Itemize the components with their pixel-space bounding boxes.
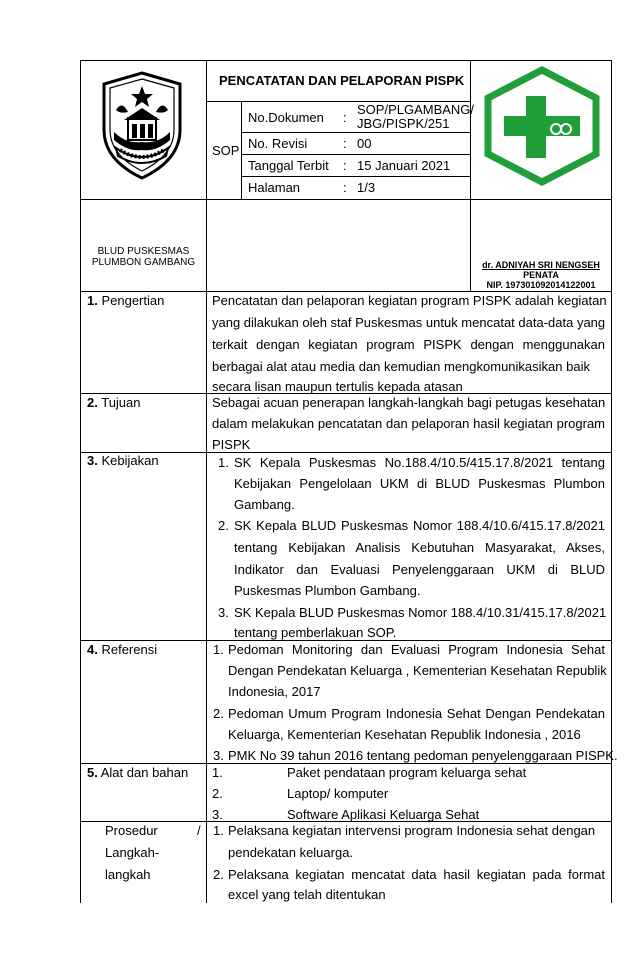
list-item-line: Pedoman Monitoring dan Evaluasi Program Indonesia Sehat	[228, 642, 605, 657]
meta-rule	[241, 176, 470, 177]
logo-column-divider	[470, 60, 471, 291]
section-number: 3. Kebijakan	[87, 453, 159, 468]
meta-separator: :	[343, 158, 347, 173]
list-item-line: pendekatan keluarga.	[228, 845, 354, 860]
list-item-line: SK Kepala BLUD Puskesmas Nomor 188.4/10.31/415.17.8/2021	[234, 605, 607, 620]
list-item-line: SK Kepala BLUD Puskesmas Nomor 188.4/10.6/415.17.8/2021	[234, 518, 605, 533]
meta-separator: :	[343, 110, 347, 125]
list-item-line: tentang pemberlakuan SOP.	[234, 625, 397, 640]
sop-column-divider	[241, 101, 242, 199]
list-item-line: tentang Kebijakan Analisis Kebutuhan Masyarakat, Akses,	[234, 540, 605, 555]
section-title: Prosedur	[105, 823, 158, 838]
paragraph-line: yang dilakukan oleh staf Puskesmas untuk mencatat data-data yang	[212, 315, 606, 330]
list-number: 1.	[218, 455, 229, 470]
list-item: Paket pendataan program keluarga sehat	[287, 765, 527, 780]
list-number: 2.	[213, 867, 224, 882]
section-rule	[80, 640, 612, 641]
meta-value-document-number-cont: JBG/PISPK/251	[357, 116, 450, 131]
list-number: 1.	[213, 823, 224, 838]
meta-rule	[241, 132, 470, 133]
list-number: 1.	[213, 642, 224, 657]
meta-rule	[241, 154, 470, 155]
list-item: Laptop/ komputer	[287, 786, 389, 801]
meta-separator: :	[343, 136, 347, 151]
list-number: 2.	[212, 786, 223, 801]
list-item-line: Keluarga, Kementerian Kesehatan Republik Indonesia , 2016	[228, 727, 581, 742]
document-title: PENCATATAN DAN PELAPORAN PISPK	[219, 73, 465, 88]
list-item-line: Kebijakan Pengelolaan UKM di BLUD Puskesmas Plumbon	[234, 476, 605, 491]
puskesmas-logo	[480, 66, 604, 186]
paragraph-line: terkait dengan kegiatan program PISPK dengan menggunakan	[212, 337, 605, 352]
table-border-top	[80, 60, 612, 61]
list-number: 3.	[213, 748, 224, 763]
section-title-cont: langkah	[105, 867, 151, 882]
section-title-slash: /	[197, 823, 201, 838]
list-item-line: excel yang telah ditentukan	[228, 887, 386, 902]
meta-label-revision: No. Revisi	[248, 136, 308, 151]
meta-label-document-number: No.Dokumen	[248, 110, 324, 125]
list-number: 2.	[213, 706, 224, 721]
list-item-line: Pelaksana kegiatan mencatat data hasil kegiatan pada format	[228, 867, 605, 882]
table-border-right	[611, 60, 612, 903]
section-number: 4. Referensi	[87, 642, 158, 657]
list-number: 3.	[218, 605, 229, 620]
paragraph-line: PISPK	[212, 437, 251, 452]
section-rule	[80, 452, 612, 453]
list-item-line: Dengan Pendekatan Keluarga , Kementerian Kesehatan Republik	[228, 663, 607, 678]
list-number: 3.	[212, 807, 223, 822]
regency-emblem-logo	[96, 70, 188, 182]
list-number: 2.	[218, 518, 229, 533]
sop-label: SOP	[212, 143, 240, 158]
header-bottom-rule	[80, 199, 612, 200]
list-item-line: Gambang.	[234, 497, 295, 512]
signer-nip: NIP. 197301092014122001	[486, 280, 596, 290]
list-item-line: Indonesia, 2017	[228, 684, 321, 699]
column-divider	[206, 60, 207, 903]
signer-rank: PENATA	[523, 270, 559, 280]
paragraph-line: Pencatatan dan pelaporan kegiatan program PISPK adalah kegiatan	[212, 293, 607, 308]
signer-name: dr. ADNIYAH SRI NENGSEH	[482, 260, 600, 270]
paragraph-line: secara lisan maupun tertulis kepada atasan	[212, 379, 463, 394]
table-border-left	[80, 60, 81, 903]
section-number: 1. Pengertian	[87, 293, 165, 308]
section-number: 5. Alat dan bahan	[87, 765, 189, 780]
section-title-cont: Langkah-	[105, 845, 160, 860]
list-item-line: Pedoman Umum Program Indonesia Sehat Dengan Pendekatan	[228, 706, 605, 721]
paragraph-line: Sebagai acuan penerapan langkah-langkah bagi petugas kesehatan	[212, 395, 606, 410]
list-item-line: Indikator dan Evaluasi Penyelenggaraan UKM di BLUD	[234, 562, 605, 577]
meta-value-page: 1/3	[357, 180, 376, 195]
meta-value-revision: 00	[357, 136, 372, 151]
org-name-cont: PLUMBON GAMBANG	[91, 257, 196, 268]
meta-value-issue-date: 15 Januari 2021	[357, 158, 451, 173]
meta-value-document-number: SOP/PLGAMBANG/	[357, 102, 475, 117]
list-item-line: Pelaksana kegiatan intervensi program Indonesia sehat dengan	[228, 823, 596, 838]
list-item-line: Puskesmas Plumbon Gambang.	[234, 583, 421, 598]
paragraph-line: dalam melakukan pencatatan dan pelaporan hasil kegiatan program	[212, 416, 605, 431]
section-rule	[80, 291, 612, 292]
meta-label-issue-date: Tanggal Terbit	[248, 158, 329, 173]
list-item-line: PMK No 39 tahun 2016 tentang pedoman penyelenggaraan PISPK.	[228, 748, 618, 763]
section-number: 2. Tujuan	[87, 395, 141, 410]
list-item: Software Aplikasi Keluarga Sehat	[287, 807, 480, 822]
list-number: 1.	[212, 765, 223, 780]
org-name: BLUD PUSKESMAS	[97, 246, 190, 257]
paragraph-line: berbagai alat atau media dan kemudian mengkomunikasikan baik	[212, 359, 590, 374]
section-rule	[80, 763, 612, 764]
meta-label-page: Halaman	[248, 180, 301, 195]
meta-separator: :	[343, 180, 347, 195]
list-item-line: SK Kepala Puskesmas No.188.4/10.5/415.17.8/2021 tentang	[234, 455, 605, 470]
